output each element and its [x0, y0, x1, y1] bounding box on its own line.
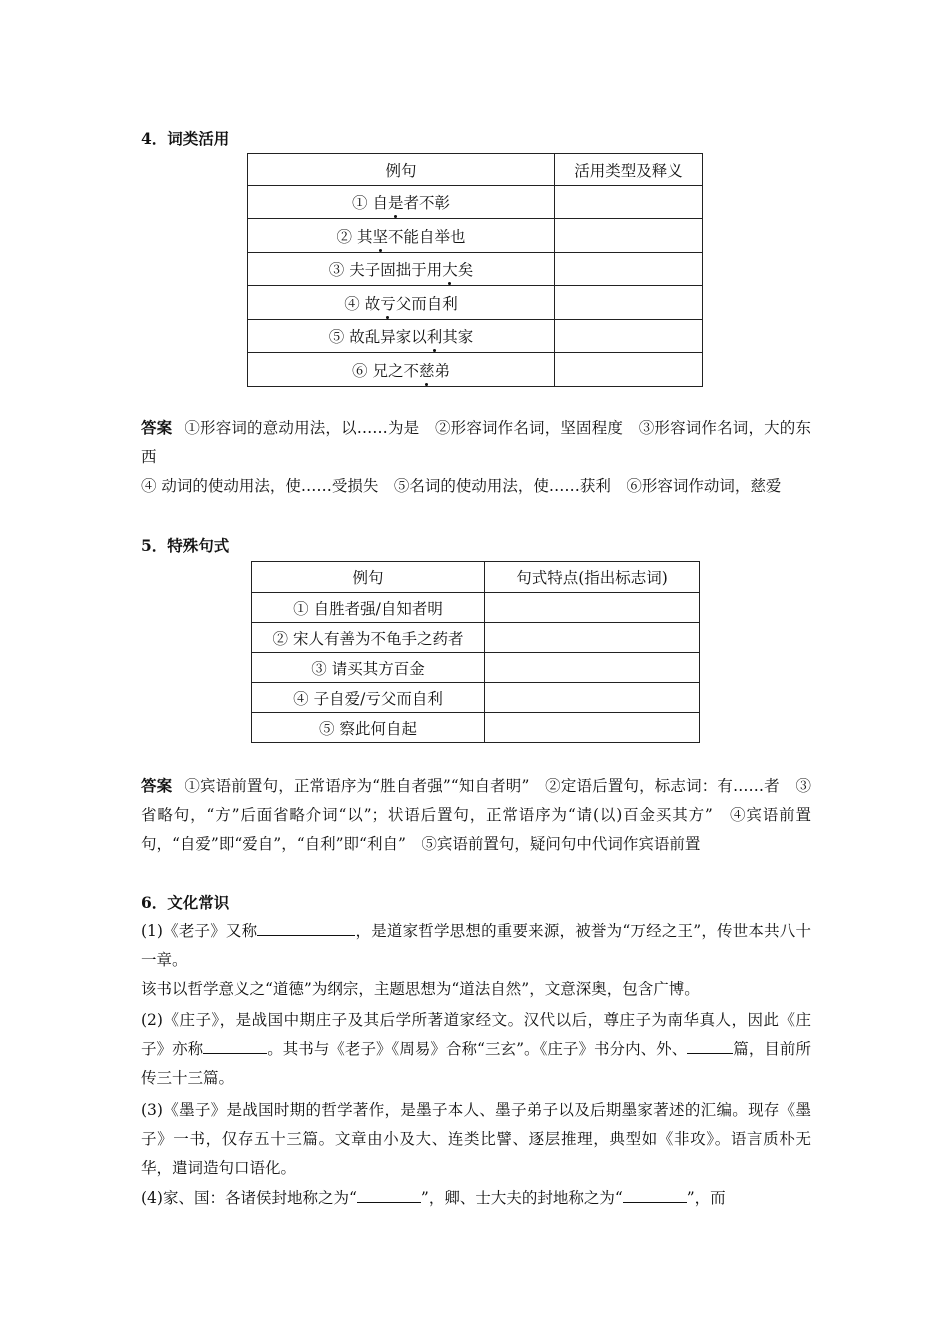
fill-blank[interactable] — [357, 1187, 421, 1203]
culture-paragraph-2 — [141, 1006, 811, 1093]
culture-paragraph-3: (3)《墨子》是战国时期的哲学著作，是墨子本人、墨子弟子以及后期墨家著述的汇编。现存《墨子》一书，仅存五十三篇。文章由小及大、连类比譬、逐层推理，典型如《非攻》。语言质朴无华，遣词造句口语化。 — [141, 1101, 811, 1177]
dotted-char: 慈 — [419, 359, 435, 381]
section-4-title: 4．词类活用 — [141, 129, 230, 148]
answer-cell[interactable] — [555, 186, 703, 219]
table-row — [252, 683, 700, 713]
table-header-example: 例句 — [248, 154, 555, 186]
example-pre: ② 其 — [336, 227, 373, 246]
answer-label: 答案 — [141, 418, 173, 437]
example-post: 不能自举也 — [387, 227, 466, 246]
text-run: (2)《庄子》，是战国中期庄子及其后学所著道家经文。汉代以后，尊庄子为南华真人，因此《庄子》亦称 — [141, 1011, 811, 1058]
culture-paragraph-4 — [141, 1184, 811, 1213]
text-run: ，是道家哲学思想的重要来源，被誉为“万经之王”，传世本共八十一章。 — [141, 922, 811, 969]
dotted-char: 利 — [427, 325, 443, 347]
example-cell: ③ 请买其方百金 — [252, 653, 485, 683]
example-pre: ⑤ 故乱异家以 — [328, 328, 427, 346]
answer-cell[interactable] — [555, 320, 703, 353]
example-post: 者不彰 — [403, 194, 450, 212]
example-cell: ① 自胜者强/自知者明 — [252, 593, 485, 623]
text-run: 。其书与《老子》《周易》合称“三玄”。《庄子》书分内、外、 — [267, 1040, 688, 1058]
table-row — [252, 623, 700, 653]
answer-cell[interactable] — [555, 286, 703, 320]
table-row — [248, 253, 703, 286]
example-cell: ④ 子自爱/亏父而自利 — [252, 683, 485, 713]
dotted-char: 亏 — [380, 292, 396, 314]
answer-text: ①宾语前置句，正常语序为“胜自者强”“知自者明” ②定语后置句，标志词：有……者 ③省略句，“方”后面省略介词“以”；状语后置句，正常语序为“请(以)百金买其方” ④宾语前置句，“自爱”即“爱自”，“自利”即“利自” ⑤宾语前置句，疑问句中代词作宾语前置 — [141, 777, 811, 853]
table-row — [248, 219, 703, 253]
text-run: ”，卿、士大夫的封地称之为“ — [420, 1189, 623, 1207]
dotted-char: 大 — [442, 258, 458, 280]
answer-text: ④ 动词的使动用法，使……受损失 ⑤名词的使动用法，使……获利 ⑥形容词作动词，慈爱 — [141, 477, 782, 495]
example-post: 弟 — [434, 361, 450, 380]
example-pre: ⑥ 兄之不 — [352, 361, 419, 380]
example-post: 其家 — [442, 328, 474, 346]
dotted-char: 是 — [388, 191, 404, 213]
text-run: (1)《老子》又称 — [141, 922, 258, 940]
fill-blank[interactable] — [203, 1038, 267, 1054]
dotted-char: 坚 — [372, 225, 388, 247]
table-row — [252, 653, 700, 683]
section-5-answer — [141, 771, 811, 859]
text-run: ”，而 — [686, 1189, 726, 1207]
answer-cell[interactable] — [555, 353, 703, 387]
example-cell: ⑤ 察此何自起 — [252, 713, 485, 743]
text-run: (4)家、国：各诸侯封地称之为“ — [141, 1189, 357, 1207]
text-run: 篇，目前所传三十三篇。 — [141, 1040, 811, 1087]
fill-blank[interactable] — [257, 920, 355, 936]
answer-cell[interactable] — [485, 713, 700, 743]
table-header-example: 例句 — [252, 562, 485, 593]
culture-paragraph-1 — [141, 917, 811, 1004]
section-5-title: 5．特殊句式 — [141, 536, 230, 555]
section-6-title: 6．文化常识 — [141, 893, 230, 912]
table-header-usage: 活用类型及释义 — [555, 154, 703, 186]
example-pre: ④ 故 — [344, 294, 381, 313]
fill-blank[interactable] — [623, 1187, 687, 1203]
table-header-feature: 句式特点(指出标志词) — [485, 562, 700, 593]
answer-cell[interactable] — [485, 623, 700, 653]
section-4-answer — [141, 413, 811, 501]
answer-cell[interactable] — [485, 593, 700, 623]
table-row — [248, 286, 703, 320]
table-row — [252, 713, 700, 743]
text-run: 该书以哲学意义之“道德”为纲宗，主题思想为“道法自然”，文意深奥，包含广博。 — [141, 980, 700, 998]
answer-cell[interactable] — [555, 253, 703, 286]
answer-text: ①形容词的意动用法，以……为是 ②形容词作名词，坚固程度 ③形容词作名词，大的东西 — [141, 419, 811, 466]
table-word-usage — [247, 153, 703, 387]
table-row — [252, 593, 700, 623]
example-pre: ③ 夫子固拙于用 — [328, 261, 443, 279]
answer-cell[interactable] — [485, 653, 700, 683]
answer-label: 答案 — [141, 776, 173, 795]
example-post: 矣 — [457, 261, 474, 279]
table-row — [248, 186, 703, 219]
table-row — [248, 353, 703, 387]
table-sentence-patterns — [251, 561, 700, 743]
example-cell: ② 宋人有善为不龟手之药者 — [252, 623, 485, 653]
example-post: 父而自利 — [395, 294, 458, 313]
answer-cell[interactable] — [555, 219, 703, 253]
table-row — [248, 320, 703, 353]
example-pre: ① 自 — [352, 194, 388, 212]
answer-cell[interactable] — [485, 683, 700, 713]
fill-blank[interactable] — [687, 1038, 733, 1054]
